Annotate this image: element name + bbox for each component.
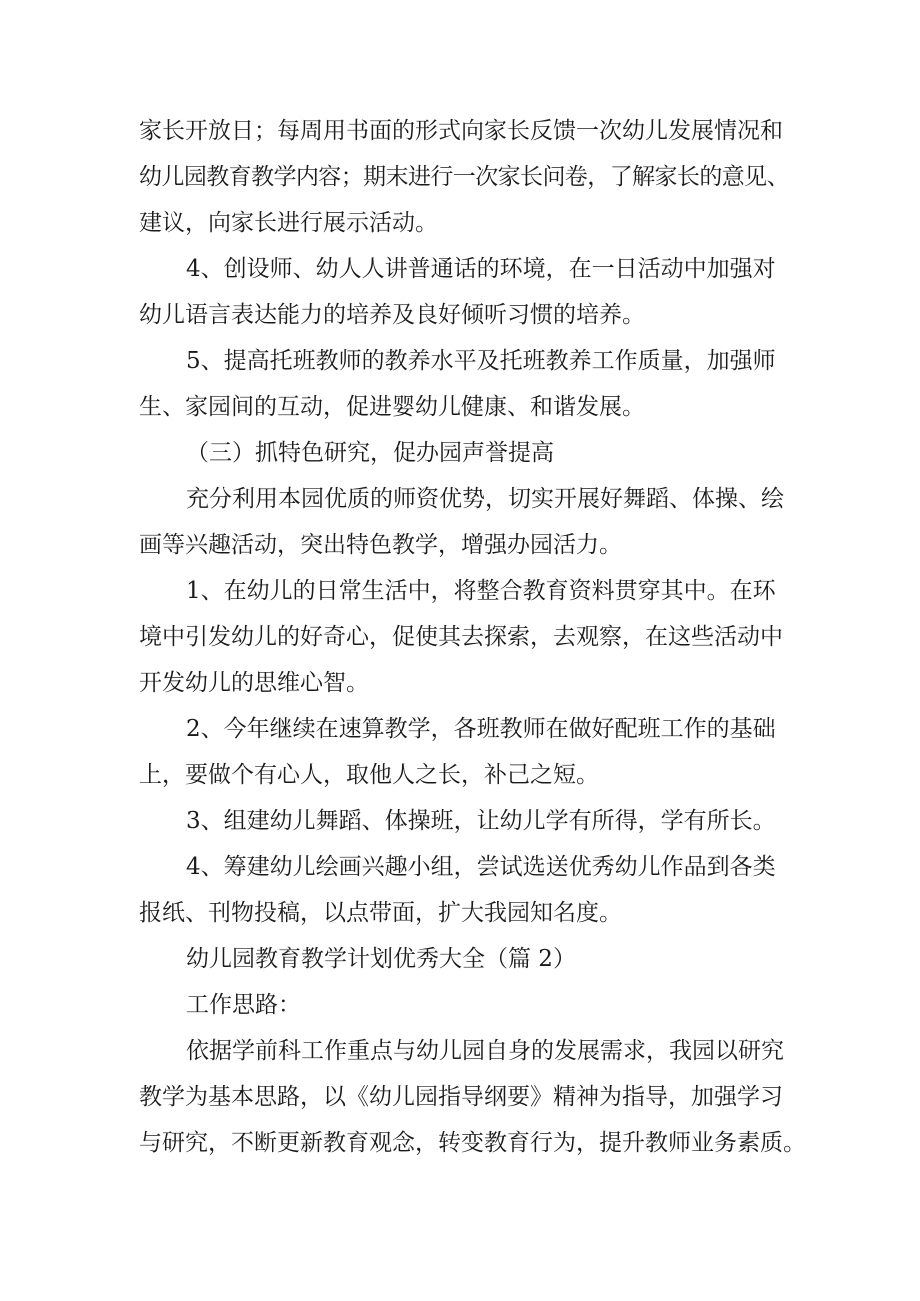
text-line: 充分利用本园优质的师资优势，切实开展好舞蹈、体操、绘 — [186, 486, 784, 512]
paragraph — [139, 982, 789, 1028]
text-line: 工作思路： — [186, 992, 301, 1018]
text-line: 依据学前科工作重点与幼儿园自身的发展需求，我园以研究 — [186, 1038, 784, 1064]
text-line: 报纸、刊物投稿，以点带面，扩大我园知名度。 — [139, 900, 622, 926]
text-line: 生、家园间的互动，促进婴幼儿健康、和谐发展。 — [139, 394, 645, 420]
text-line: （三）抓特色研究，促办园声誉提高 — [186, 440, 554, 466]
text-line: 4、筹建幼儿绘画兴趣小组，尝试选送优秀幼儿作品到各类 — [186, 854, 776, 880]
text-line: 开发幼儿的思维心智。 — [139, 670, 369, 696]
text-line: 幼儿语言表达能力的培养及良好倾听习惯的培养。 — [139, 302, 645, 328]
text-line: 幼儿园教育教学内容；期末进行一次家长问卷，了解家长的意见、 — [139, 164, 790, 190]
text-line: 4、创设师、幼人人讲普通话的环境，在一日活动中加强对 — [186, 256, 776, 282]
paragraph — [139, 1028, 806, 1166]
text-line: 画等兴趣活动，突出特色教学，增强办园活力。 — [139, 532, 622, 558]
paragraph — [139, 108, 789, 246]
paragraph — [139, 476, 789, 568]
document-body — [139, 108, 806, 1166]
text-line: 与研究，不断更新教育观念，转变教育行为，提升教师业务素质。 — [139, 1130, 806, 1156]
text-line: 境中引发幼儿的好奇心，促使其去探索，去观察，在这些活动中 — [139, 624, 783, 650]
text-line: 教学为基本思路，以《幼儿园指导纲要》精神为指导，加强学习 — [139, 1084, 783, 1110]
paragraph — [139, 798, 789, 844]
text-line: 上，要做个有心人，取他人之长，补己之短。 — [139, 762, 599, 788]
text-line: 2、今年继续在速算教学，各班教师在做好配班工作的基础 — [186, 716, 776, 742]
text-line: 5、提高托班教师的教养水平及托班教养工作质量，加强师 — [186, 348, 776, 374]
paragraph — [139, 706, 789, 798]
paragraph — [139, 844, 789, 936]
text-line: 建议，向家长进行展示活动。 — [139, 210, 438, 236]
paragraph — [139, 568, 789, 706]
paragraph — [139, 338, 789, 430]
paragraph — [139, 246, 789, 338]
text-line: 1、在幼儿的日常生活中，将整合教育资料贯穿其中。在环 — [186, 578, 776, 604]
paragraph — [139, 430, 789, 476]
text-line: 3、组建幼儿舞蹈、体操班，让幼儿学有所得，学有所长。 — [186, 808, 776, 834]
paragraph — [139, 936, 789, 982]
text-line: 幼儿园教育教学计划优秀大全（篇 2） — [186, 946, 576, 972]
text-line: 家长开放日；每周用书面的形式向家长反馈一次幼儿发展情况和 — [139, 118, 783, 144]
